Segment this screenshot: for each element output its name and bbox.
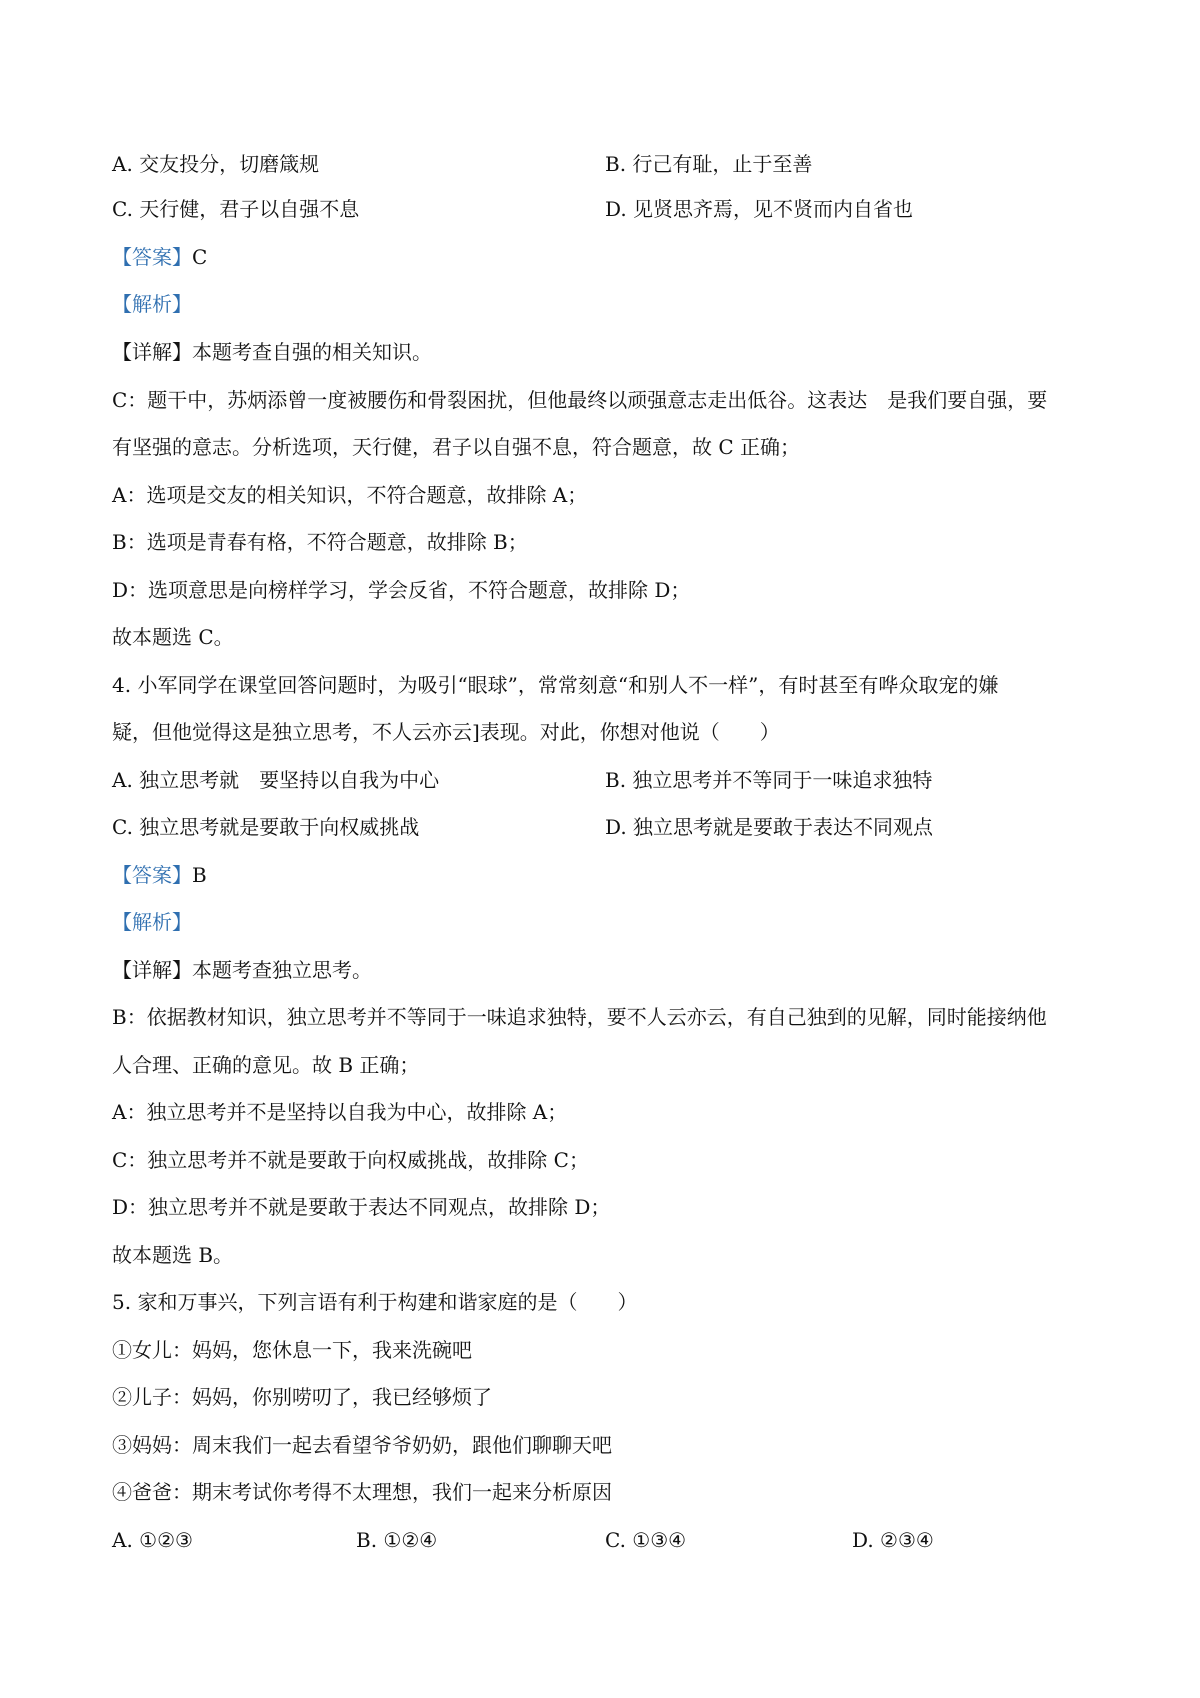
- q3-options-row-2: [112, 194, 1092, 224]
- q3-explanation-line: D：选项意思是向榜样学习，学会反省，不符合题意，故排除 D；: [112, 578, 691, 602]
- q3-explanation-line: A：选项是交友的相关知识，不符合题意，故排除 A；: [112, 483, 588, 507]
- q4-explanation-line: 故本题选 B。: [112, 1243, 234, 1267]
- q5-option-d: D. ②③④: [852, 1528, 934, 1552]
- q4-options-row-2: [112, 812, 1092, 842]
- q3-option-b: B. 行己有耻，止于至善: [605, 152, 813, 176]
- q3-options-row-1: [112, 149, 1092, 179]
- detail-text: 本题考查自强的相关知识。: [192, 340, 432, 364]
- q4-stem-line: 4. 小军同学在课堂回答问题时，为吸引“眼球”，常常刻意“和别人不一样”，有时甚至有哗众取宠的嫌: [112, 673, 999, 697]
- q3-option-d: D. 见贤思齐焉，见不贤而内自省也: [605, 197, 914, 221]
- q3-option-c: C. 天行健，君子以自强不息: [112, 197, 360, 221]
- q3-explanation-line: 故本题选 C。: [112, 625, 234, 649]
- q4-option-d: D. 独立思考就是要敢于表达不同观点: [605, 815, 934, 839]
- detail-text: 本题考查独立思考。: [192, 958, 372, 982]
- q3-analysis: [112, 289, 1090, 319]
- q5-stem: 5. 家和万事兴，下列言语有利于构建和谐家庭的是（ ）: [112, 1290, 638, 1314]
- q5-item-3: ③妈妈：周末我们一起去看望爷爷奶奶，跟他们聊聊天吧: [112, 1433, 612, 1457]
- q5-option-c: C. ①③④: [605, 1528, 687, 1552]
- q4-explanation-line: A：独立思考并不是坚持以自我为中心，故排除 A；: [112, 1100, 568, 1124]
- q5-options-row: [112, 1525, 1092, 1555]
- q4-answer: [112, 860, 1090, 890]
- analysis-tag: 【解析】: [112, 292, 192, 316]
- q4-explanation-line: C：独立思考并不就是要敢于向权威挑战，故排除 C；: [112, 1148, 589, 1172]
- q3-explanation-line: 有坚强的意志。分析选项，天行健，君子以自强不息，符合题意，故 C 正确；: [112, 435, 801, 459]
- q3-detail: [112, 337, 1090, 367]
- q5-option-b: B. ①②④: [356, 1528, 438, 1552]
- q5-option-a: A. ①②③: [112, 1528, 193, 1552]
- q3-explanation-line: B：选项是青春有格，不符合题意，故排除 B；: [112, 530, 528, 554]
- q4-stem-line: 疑，但他觉得这是独立思考，不人云亦云]表现。对此，你想对他说（ ）: [112, 720, 780, 744]
- q5-item-4: ④爸爸：期末考试你考得不太理想，我们一起来分析原因: [112, 1480, 612, 1504]
- q3-answer: [112, 242, 1090, 272]
- q4-explanation-line: 人合理、正确的意见。故 B 正确；: [112, 1053, 420, 1077]
- q4-explanation-line: B：依据教材知识，独立思考并不等同于一味追求独特，要不人云亦云，有自己独到的见解，同时能接纳他: [112, 1005, 1047, 1029]
- answer-tag: 【答案】: [112, 863, 192, 887]
- detail-tag: 【详解】: [112, 958, 192, 982]
- q4-options-row-1: [112, 765, 1092, 795]
- answer-value: C: [192, 245, 208, 269]
- answer-tag: 【答案】: [112, 245, 192, 269]
- q4-option-c: C. 独立思考就是要敢于向权威挑战: [112, 815, 420, 839]
- answer-value: B: [192, 863, 207, 887]
- q4-detail: [112, 955, 1090, 985]
- q4-option-a: A. 独立思考就 要坚持以自我为中心: [112, 768, 440, 792]
- q5-item-1: ①女儿：妈妈，您休息一下，我来洗碗吧: [112, 1338, 472, 1362]
- q4-explanation-line: D：独立思考并不就是要敢于表达不同观点，故排除 D；: [112, 1195, 611, 1219]
- q3-explanation-line: C：题干中，苏炳添曾一度被腰伤和骨裂困扰，但他最终以顽强意志走出低谷。这表达 是我们要自强，要: [112, 388, 1048, 412]
- q4-option-b: B. 独立思考并不等同于一味追求独特: [605, 768, 933, 792]
- q3-option-a: A. 交友投分，切磨箴规: [112, 152, 320, 176]
- q4-analysis: [112, 907, 1090, 937]
- detail-tag: 【详解】: [112, 340, 192, 364]
- analysis-tag: 【解析】: [112, 910, 192, 934]
- q5-item-2: ②儿子：妈妈，你别唠叨了，我已经够烦了: [112, 1385, 492, 1409]
